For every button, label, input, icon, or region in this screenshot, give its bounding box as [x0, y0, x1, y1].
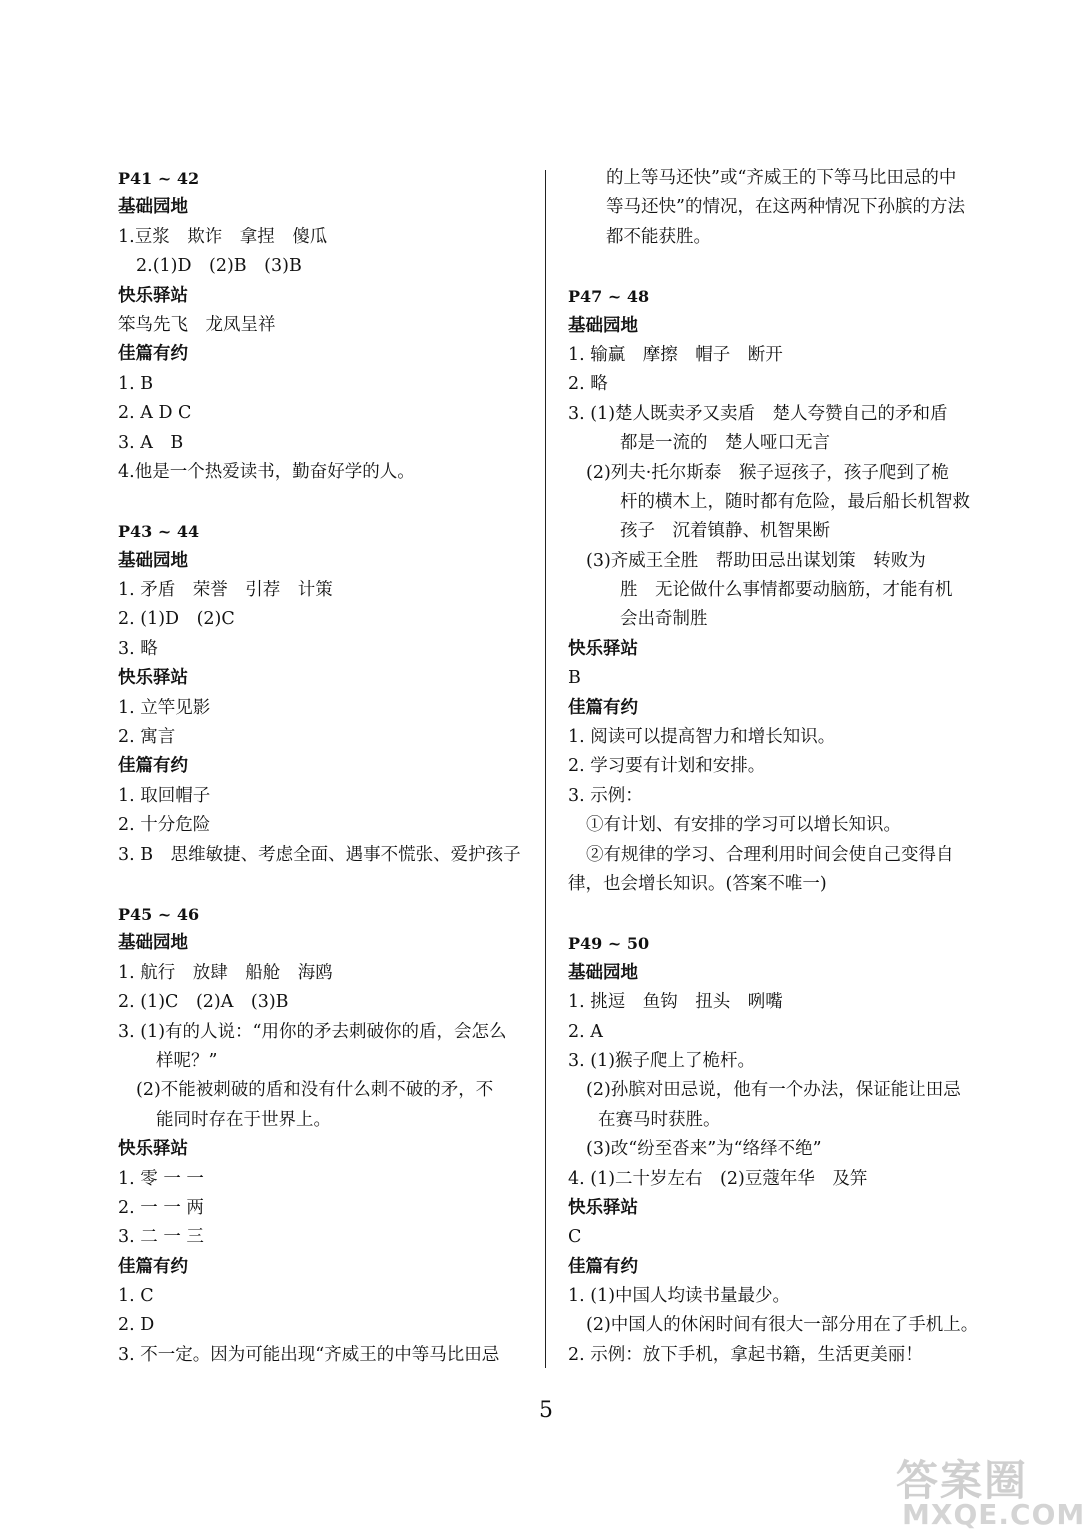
answer-line: 2. 示例：放下手机，拿起书籍，生活更美丽！ — [568, 1344, 923, 1365]
answer-line: 会出奇制胜 — [620, 609, 708, 630]
answer-line: 胜 无论做什么事情都要动脑筋，才能有机 — [620, 580, 953, 601]
section-heading: 佳篇有约 — [568, 697, 638, 718]
answer-line: 2. 寓言 — [118, 727, 176, 748]
answer-line: 笨鸟先飞 龙凤呈祥 — [118, 314, 276, 335]
answer-line: 3. 二 一 三 — [118, 1227, 204, 1248]
answer-line: 2. D — [118, 1315, 155, 1336]
answer-line: 3. B 思维敏捷、考虑全面、遇事不慌张、爱护孩子 — [118, 844, 521, 865]
section-heading: 基础园地 — [118, 197, 188, 218]
answer-line: 2. (1)D (2)C — [118, 609, 235, 630]
answer-line: 在赛马时获胜。 — [598, 1109, 721, 1130]
answer-line: 1. 航行 放肆 船舱 海鸥 — [118, 962, 333, 983]
answer-line: 1. (1)中国人均读书量最少。 — [568, 1286, 791, 1307]
answer-line: 2. 一 一 两 — [118, 1197, 204, 1218]
answer-line: 样呢？” — [156, 1050, 218, 1071]
answer-line: 孩子 沉着镇静、机智果断 — [620, 521, 830, 542]
answer-line: 等马还快”的情况，在这两种情况下孙膑的方法 — [606, 197, 965, 218]
section-heading: 快乐驿站 — [568, 1197, 638, 1218]
answer-line: 1. 阅读可以提高智力和增长知识。 — [568, 727, 836, 748]
answer-line: 3. (1)楚人既卖矛又卖盾 楚人夸赞自己的矛和盾 — [568, 403, 948, 424]
answer-line: (3)改“纷至沓来”为“络绎不绝” — [586, 1139, 822, 1160]
answer-line: 3. 不一定。因为可能出现“齐威王的中等马比田忌 — [118, 1344, 500, 1365]
page-range-title: P41 ~ 42 — [118, 169, 200, 188]
answer-line: 能同时存在于世界上。 — [156, 1109, 331, 1130]
section-gap — [118, 487, 538, 517]
answer-line: 2. A D C — [118, 403, 192, 424]
answer-line: 的上等马还快”或“齐威王的下等马比田忌的中 — [606, 168, 957, 188]
answer-line: 律，也会增长知识。(答案不唯一) — [568, 873, 827, 894]
page-number: 5 — [539, 1398, 553, 1423]
answer-line: 2. 十分危险 — [118, 815, 211, 836]
page-range-title: P49 ~ 50 — [568, 934, 650, 954]
page-range-title: P45 ~ 46 — [118, 904, 200, 924]
watermark-logo — [896, 1448, 1086, 1532]
section-heading: 佳篇有约 — [118, 344, 188, 365]
answer-line: C — [568, 1227, 582, 1248]
section-heading: 快乐驿站 — [118, 1139, 188, 1160]
answer-line: 1. C — [118, 1286, 154, 1307]
section-heading: 佳篇有约 — [118, 756, 188, 777]
answer-line: 1. 立竿见影 — [118, 697, 211, 718]
answer-line: 杆的横木上，随时都有危险，最后船长机智救 — [620, 491, 970, 512]
answer-line: (2)中国人的休闲时间有很大一部分用在了手机上。 — [586, 1315, 979, 1336]
watermark-chars: 答案圈 — [896, 1456, 1029, 1505]
answer-line: (2)不能被刺破的盾和没有什么刺不破的矛，不 — [136, 1080, 494, 1101]
answer-line: 2. A — [568, 1021, 603, 1042]
section-heading: 佳篇有约 — [118, 1256, 188, 1277]
watermark-domain: MXQE.COM — [902, 1498, 1086, 1531]
answer-line: 3. (1)猴子爬上了桅杆。 — [568, 1050, 756, 1071]
answer-line: 都是一流的 楚人哑口无言 — [620, 433, 830, 454]
page-range-title: P47 ~ 48 — [568, 287, 650, 307]
section-gap — [568, 252, 988, 282]
answer-line: 3. (1)有的人说：“用你的矛去刺破你的盾，会怎么 — [118, 1021, 507, 1042]
answer-line: 4. (1)二十岁左右 (2)豆蔻年华 及笄 — [568, 1168, 868, 1189]
answer-line: 1. 矛盾 荣誉 引荐 计策 — [118, 580, 333, 601]
answer-line: 1. B — [118, 373, 154, 394]
answer-line: 1. 取回帽子 — [118, 785, 211, 806]
column-divider — [545, 170, 546, 1368]
section-heading: 基础园地 — [568, 962, 638, 983]
answer-line: 1. 输赢 摩擦 帽子 断开 — [568, 344, 783, 365]
answer-line: ②有规律的学习、合理利用时间会使自己变得自 — [586, 844, 954, 865]
answer-line: 4.他是一个热爱读书，勤奋好学的人。 — [118, 461, 415, 482]
answer-line: 3. A B — [118, 432, 184, 453]
section-heading: 基础园地 — [568, 315, 638, 336]
answer-line: B — [568, 668, 581, 689]
answer-line: (2)孙膑对田忌说，他有一个办法，保证能让田忌 — [586, 1080, 961, 1101]
right-column — [568, 164, 988, 1370]
section-heading: 快乐驿站 — [568, 638, 638, 659]
answer-line: 都不能获胜。 — [606, 226, 711, 247]
answer-line: 3. 示例： — [568, 785, 643, 806]
answer-line: ①有计划、有安排的学习可以增长知识。 — [586, 815, 901, 836]
answer-line: (2)列夫·托尔斯泰 猴子逗孩子，孩子爬到了桅 — [586, 462, 949, 483]
section-heading: 佳篇有约 — [568, 1256, 638, 1277]
section-heading: 快乐驿站 — [118, 285, 188, 306]
answer-line: 1.豆浆 欺诈 拿捏 傻瓜 — [118, 226, 328, 247]
answer-line: 1. 挑逗 鱼钩 扭头 咧嘴 — [568, 992, 783, 1013]
section-gap — [118, 870, 538, 900]
section-heading: 快乐驿站 — [118, 668, 188, 689]
answer-line: 3. 略 — [118, 638, 158, 659]
section-heading: 基础园地 — [118, 933, 188, 954]
answer-line: 2.(1)D (2)B (3)B — [136, 256, 302, 277]
answer-line: 1. 零 一 一 — [118, 1168, 204, 1189]
page-range-title: P43 ~ 44 — [118, 522, 200, 542]
answer-line: (3)齐威王全胜 帮助田忌出谋划策 转败为 — [586, 550, 926, 571]
answer-line: 2. (1)C (2)A (3)B — [118, 992, 289, 1013]
left-column — [118, 164, 538, 1370]
answer-line: 2. 略 — [568, 374, 608, 395]
section-heading: 基础园地 — [118, 550, 188, 571]
section-gap — [568, 899, 988, 929]
answer-line: 2. 学习要有计划和安排。 — [568, 756, 766, 777]
